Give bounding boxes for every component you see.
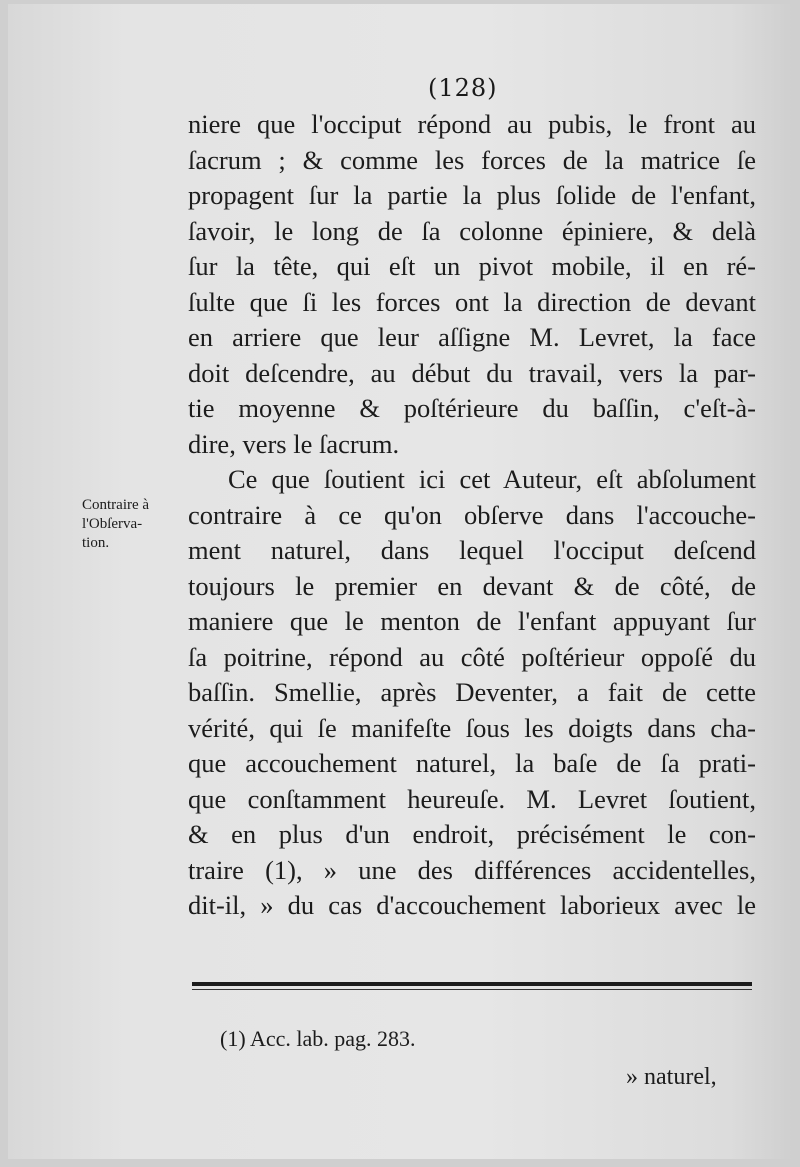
text-line: ment naturel, dans lequel l'occiput deſcend [188,535,756,565]
footnote: (1) Acc. lab. pag. 283. [220,1026,416,1051]
text-line: dit-il, » du cas d'accouchement laborieux avec le [188,890,756,920]
text-line: & en plus d'un endroit, précisément le con- [188,819,756,849]
book-page [8,4,792,1159]
catchword: » naturel, [626,1064,717,1090]
page-number: (128) [428,74,498,102]
text-line: en arriere que leur aſſigne M. Levret, la face [188,322,756,352]
text-line: vérité, qui ſe manifeſte ſous les doigts dans cha- [188,712,756,743]
text-line: que conſtamment heureuſe. M. Levret ſoutient, [188,783,756,814]
text-line: ſacrum ; & comme les forces de la matrice ſe [188,144,756,175]
text-line: ſulte que ſi les forces ont la direction de devant [188,286,756,317]
margin-note-line: l'Obſerva- [82,516,143,532]
footnote-rule-thin [192,989,752,990]
text-line: tie moyenne & poſtérieure du baſſin, c'eſt-à- [188,393,756,423]
text-line: propagent ſur la partie la plus ſolide de l'enfant, [188,180,756,210]
footnote-rule [192,982,752,986]
text-line: Ce que ſoutient ici cet Auteur, eſt abſolument [228,464,756,494]
margin-note-line: tion. [82,535,110,551]
text-line: ſur la tête, qui eſt un pivot mobile, il en ré- [188,251,756,281]
margin-note [82,496,182,553]
text-line: dire, vers le ſacrum. [188,428,400,459]
text-line: baſſin. Smellie, après Deventer, a fait de cette [188,677,756,707]
text-line: que accouchement naturel, la baſe de ſa prati- [188,748,756,778]
text-line: toujours le premier en devant & de côté, de [188,570,756,601]
text-line: traire (1), » une des différences accidentelles, [188,854,756,885]
text-line: ſa poitrine, répond au côté poſtérieur oppoſé du [188,641,756,672]
text-line: contraire à ce qu'on obſerve dans l'accouche- [188,499,756,530]
body-text [188,107,756,924]
text-line: ſavoir, le long de ſa colonne épiniere, & delà [188,215,756,246]
text-line: doit deſcendre, au début du travail, vers la par- [188,357,756,388]
margin-note-line: Contraire à [82,497,150,513]
text-line: maniere que le menton de l'enfant appuyant ſur [188,606,756,636]
text-line: niere que l'occiput répond au pubis, le front au [188,109,756,139]
